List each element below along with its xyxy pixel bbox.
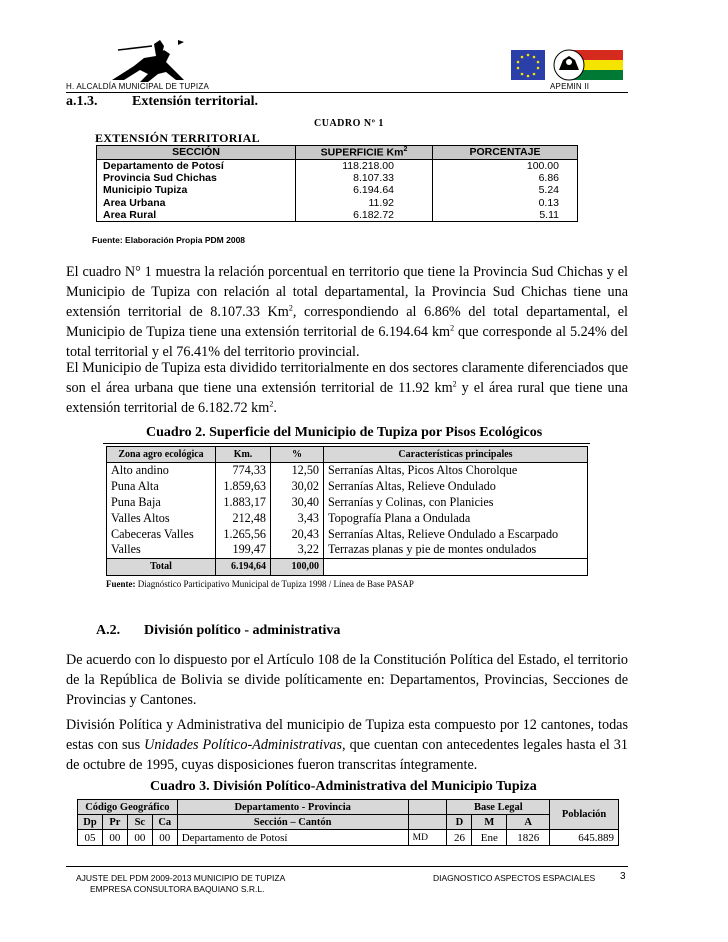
cuadro2-title-rule [103, 443, 590, 444]
table-row: Area Rural 6.182.72 5.11 [97, 209, 578, 222]
cuadro2-title: Cuadro 2. Superficie del Municipio de Tupiza por Pisos Ecológicos [146, 425, 543, 440]
footer-rule [66, 866, 628, 867]
table-row: 05 00 00 00 Departamento de Potosí MD 26 Ene 1826 645.889 [78, 830, 619, 846]
table-row: Departamento de Potosí 118.218.00 100.00 [97, 159, 578, 172]
cuadro1-caption: CUADRO Nº 1 [314, 118, 384, 129]
cuadro1-table [96, 145, 578, 222]
cuadro2-header-car: Características principales [324, 447, 588, 463]
header-right-text: APEMIN II [550, 82, 590, 91]
paragraph-2: El Municipio de Tupiza esta dividido territorialmente en dos sectores claramente diferenciados que son el área urbana que tiene una extensión territorial de 11.92 $km^2$ y el área rural que tiene una extensión territorial de 6.182.72 $km^2$. [66, 360, 628, 416]
cuadro1-header-seccion: SECCIÓN [97, 146, 296, 160]
cuadro3-header-poblacion: Población [550, 800, 619, 830]
cuadro3-title: Cuadro 3. División Político-Administrativa del Municipio Tupiza [150, 779, 537, 794]
cuadro3-header-base: Base Legal [447, 800, 550, 815]
paragraph-4: División Política y Administrativa del municipio de Tupiza esta compuesto por 12 cantones, todas estas con sus Unidades Político-Administrativas, que cuentan con antecedentes legales hasta el 31 de octubre de 1995, cuyas disposiciones fueron transcritas íntegramente. [66, 717, 628, 773]
cuadro3-header-depto: Departamento - Provincia [177, 800, 408, 815]
cuadro1-header-superficie: SUPERFICIE Km$^2$ [296, 146, 433, 160]
table-row: Area Urbana 11.92 0.13 [97, 197, 578, 209]
section-a2-number: A.2. [96, 623, 121, 638]
table-row: Municipio Tupiza 6.194.64 5.24 [97, 184, 578, 196]
cuadro1-header-porcentaje: PORCENTAJE [433, 146, 578, 160]
section-a2-title: División político - administrativa [144, 623, 341, 638]
paragraph-3: De acuerdo con lo dispuesto por el Artículo 108 de la Constitución Política del Estado, el territorio de la República de Bolivia se divide políticamente en: Departamentos, Provincias, Secciones de Provincias y Cantones. [66, 652, 628, 708]
cuadro2-header-pct: % [271, 447, 324, 463]
table-row: Puna Alta 1.859,63 30,02 Serranías Altas, Relieve Ondulado [107, 479, 588, 495]
apemin-logo [511, 48, 623, 82]
total-row: Total 6.194,64 100,00 [107, 558, 588, 575]
table-row: Puna Baja 1.883,17 30,40 Serranías y Colinas, con Planicies [107, 495, 588, 511]
cuadro2-header-zona: Zona agro ecológica [107, 447, 216, 463]
cuadro2-source: Fuente: Diagnóstico Participativo Municipal de Tupiza 1998 / Línea de Base PASAP [106, 579, 414, 589]
footer-center: DIAGNOSTICO ASPECTOS ESPACIALES [433, 873, 596, 883]
cuadro1-title: EXTENSIÓN TERRITORIAL [95, 131, 260, 145]
cuadro3-header-codigo: Código Geográfico [78, 800, 178, 815]
page-number: 3 [620, 871, 626, 882]
paragraph-1: El cuadro N° 1 muestra la relación porcentual en territorio que tiene la Provincia Sud Chichas y el Municipio de Tupiza con relación al total departamental, la Provincia Sud Chichas tiene una extensión territorial de 8.107.33 Km$^2$, correspondiendo al 6.86% del total departamental, el Municipio de Tupiza tiene una extensión territorial de 6.194.64 $km^2$ que corresponde al 5.24% del total territorial y el 76.41% del territorio provincial. [66, 264, 628, 360]
municipal-logo [104, 36, 200, 86]
section-number: a.1.3. [66, 94, 98, 109]
cuadro2-table [106, 446, 588, 576]
table-row: Valles 199,47 3,22 Terrazas planas y pie de montes ondulados [107, 542, 588, 558]
cuadro3-table: Código Geográfico Departamento - Provincia Base Legal Población Dp Pr Sc Ca Sección – Cantón D M A 05 00 00 00 Departamento de Potosí MD 26 Ene 1826 645.889 [77, 799, 619, 846]
cuadro3-header-seccion: Sección – Cantón [177, 815, 408, 830]
cuadro1-source: Fuente: Elaboración Propia PDM 2008 [92, 235, 246, 245]
footer-line2: EMPRESA CONSULTORA BAQUIANO S.R.L. [90, 884, 265, 894]
table-row: Cabeceras Valles 1.265,56 20,43 Serranías Altas, Relieve Ondulado a Escarpado [107, 526, 588, 542]
header-rule [66, 92, 628, 93]
section-title: Extensión territorial. [132, 94, 258, 109]
table-row: Alto andino 774,33 12,50 Serranías Altas, Picos Altos Chorolque [107, 463, 588, 479]
cuadro2-header-km: Km. [216, 447, 271, 463]
table-row: Valles Altos 212,48 3,43 Topografía Plana a Ondulada [107, 510, 588, 526]
header-left-text: H. ALCALDÍA MUNICIPAL DE TUPIZA [66, 82, 209, 91]
table-row: Provincia Sud Chichas 8.107.33 6.86 [97, 172, 578, 184]
footer-line1: AJUSTE DEL PDM 2009-2013 MUNICIPIO DE TUPIZA [76, 873, 286, 883]
